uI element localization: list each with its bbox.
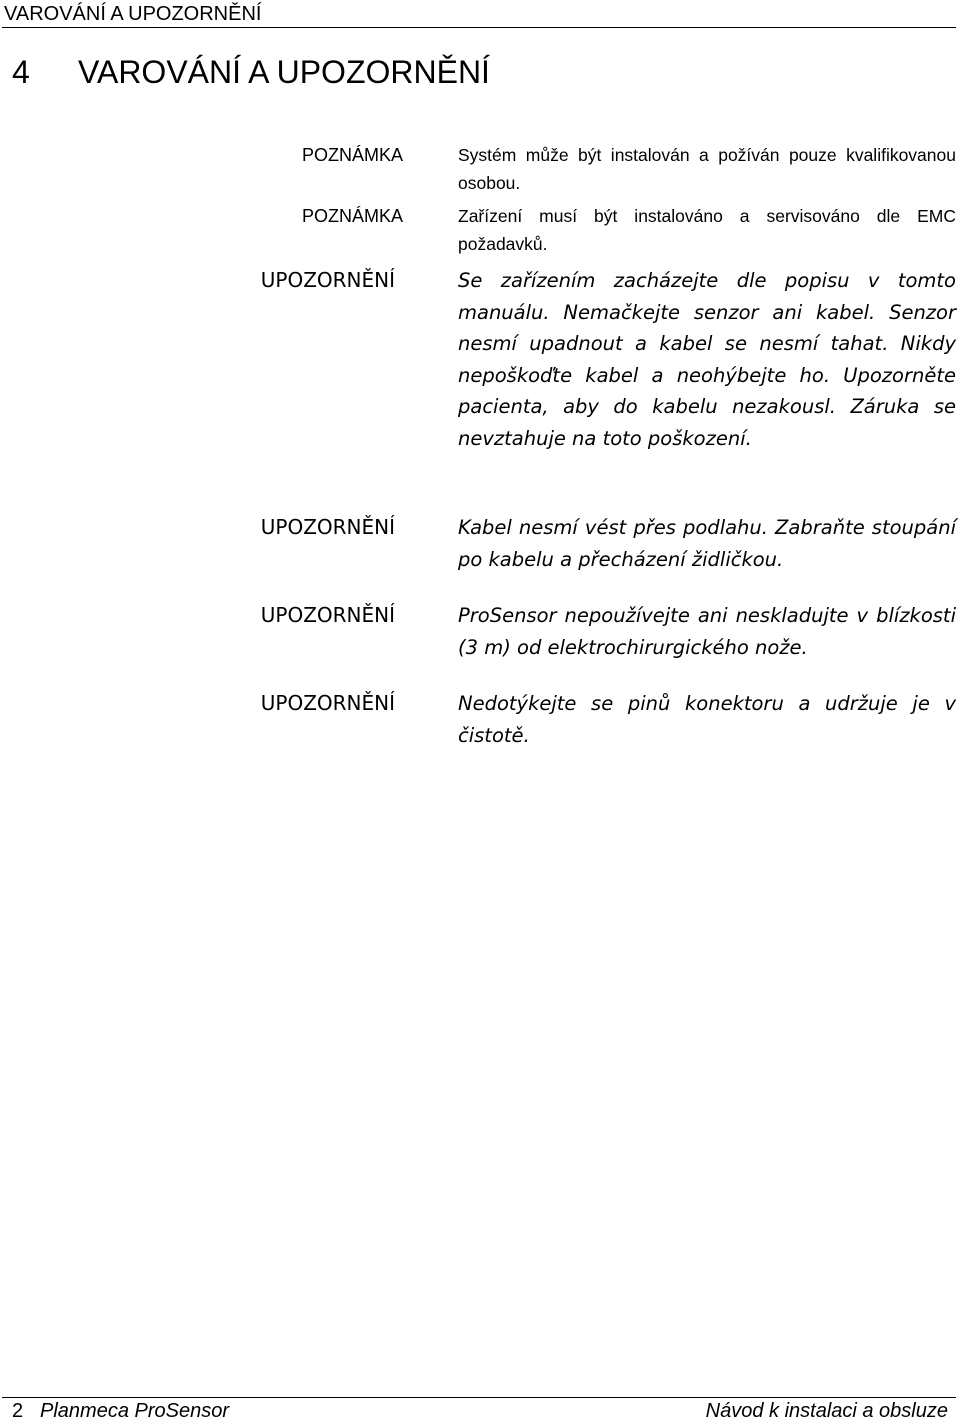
chapter-title: VAROVÁNÍ A UPOZORNĚNÍ — [78, 54, 490, 90]
notice-text: Zařízení musí být instalováno a servisováno dle EMC požadavků. — [458, 206, 956, 254]
notice-label: POZNÁMKA — [301, 145, 403, 165]
notice-text: Systém může být instalován a požíván pouze kvalifikovanou osobou. — [458, 145, 956, 193]
notice-label: UPOZORNĚNÍ — [260, 691, 395, 715]
page-number: 2 — [12, 1400, 24, 1422]
notice-text: Nedotýkejte se pinů konektoru a udržuje je v čistotě. — [458, 692, 956, 747]
document-title: Návod k instalaci a obsluze — [705, 1400, 948, 1422]
notice-label: POZNÁMKA — [301, 206, 403, 226]
notice-text: ProSensor nepoužívejte ani neskladujte v blízkosti (3 m) od elektrochirurgického nože. — [458, 604, 956, 659]
notice-label: UPOZORNĚNÍ — [260, 268, 395, 292]
footer-divider — [2, 1397, 956, 1398]
footer-left — [12, 1399, 229, 1423]
notice-text: Kabel nesmí vést přes podlahu. Zabraňte stoupání po kabelu a přecházení židličkou. — [458, 516, 956, 571]
header-divider — [2, 27, 956, 28]
running-header: VAROVÁNÍ A UPOZORNĚNÍ — [4, 3, 262, 25]
notice-label: UPOZORNĚNÍ — [260, 603, 395, 627]
notice-text: Se zařízením zacházejte dle popisu v tomto manuálu. Nemačkejte senzor ani kabel. Senzor nesmí upadnout a kabel se nesmí tahat. Nikdy nepoškoďte kabel a neohýbejte ho. Upozorněte pacienta, aby do kabelu nezakousl. Záruka se nevztahuje na toto poškození. — [458, 269, 956, 450]
chapter-heading — [12, 52, 490, 92]
chapter-number: 4 — [12, 54, 30, 90]
product-name: Planmeca ProSensor — [40, 1400, 229, 1422]
notice-label: UPOZORNĚNÍ — [260, 515, 395, 539]
